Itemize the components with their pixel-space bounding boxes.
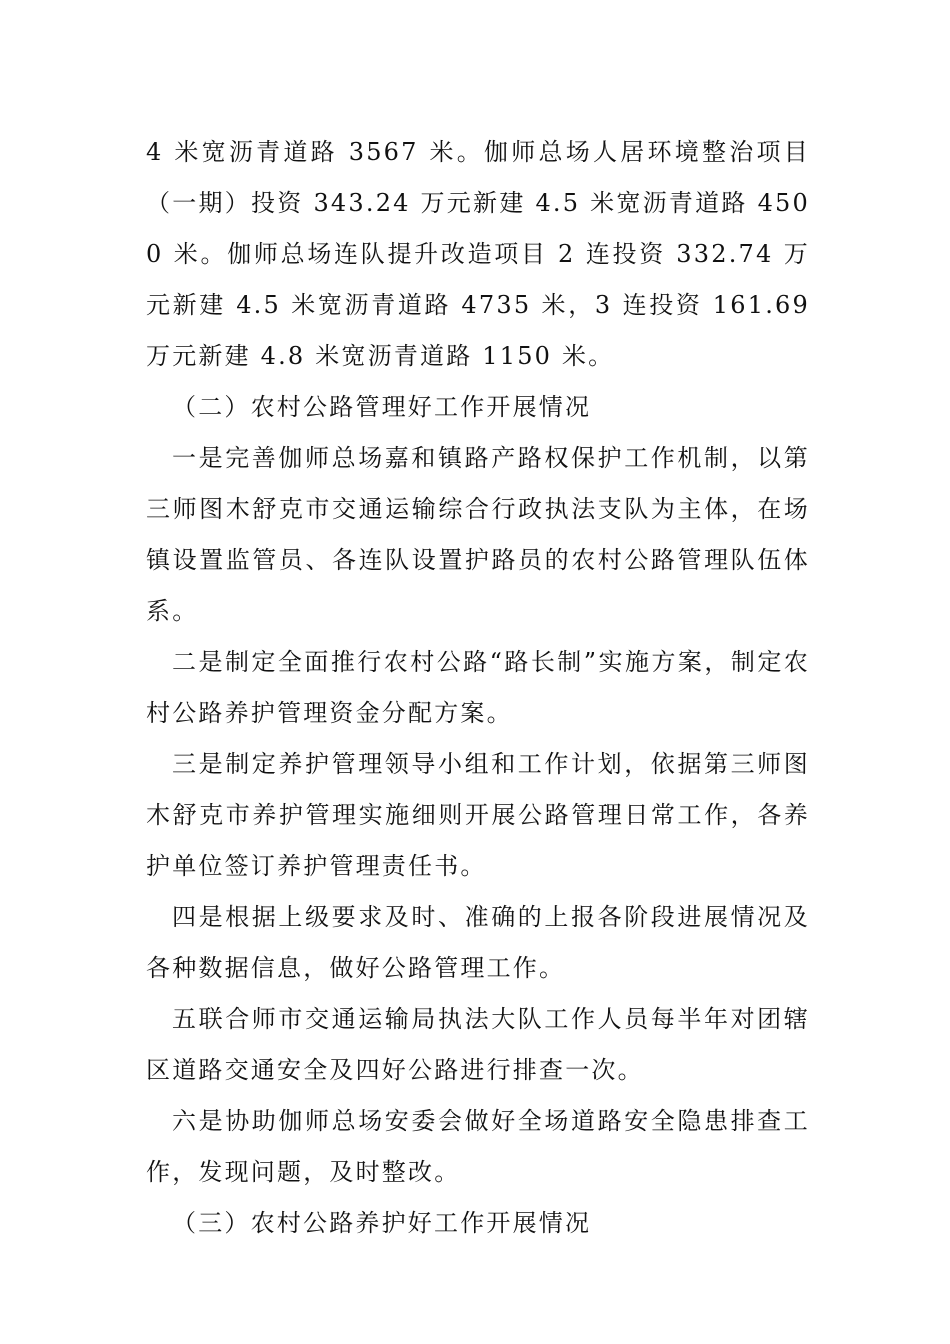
paragraph-road-investment: 4 米宽沥青道路 3567 米。伽师总场人居环境整治项目（一期）投资 343.24 万元新建 4.5 米宽沥青道路 4500 米。伽师总场连队提升改造项目 2 连投资 332.74 万元新建 4.5 米宽沥青道路 4735 米，3 连投资 161.69 万元新建 4.8 米宽沥青道路 1150 米。 xyxy=(146,138,810,370)
document-body xyxy=(146,127,810,1249)
paragraph-item-2: 二是制定全面推行农村公路“路长制”实施方案，制定农村公路养护管理资金分配方案。 xyxy=(146,648,810,727)
section-heading-maintenance: （三）农村公路养护好工作开展情况 xyxy=(172,1209,592,1237)
paragraph-item-1: 一是完善伽师总场嘉和镇路产路权保护工作机制，以第三师图木舒克市交通运输综合行政执法支队为主体，在场镇设置监管员、各连队设置护路员的农村公路管理队伍体系。 xyxy=(146,444,810,625)
paragraph-item-6: 六是协助伽师总场安委会做好全场道路安全隐患排查工作，发现问题，及时整改。 xyxy=(146,1107,810,1186)
section-heading-management: （二）农村公路管理好工作开展情况 xyxy=(172,393,592,421)
paragraph-item-3: 三是制定养护管理领导小组和工作计划，依据第三师图木舒克市养护管理实施细则开展公路管理日常工作，各养护单位签订养护管理责任书。 xyxy=(146,750,810,880)
paragraph-item-5: 五联合师市交通运输局执法大队工作人员每半年对团辖区道路交通安全及四好公路进行排查一次。 xyxy=(146,1005,810,1084)
paragraph-item-4: 四是根据上级要求及时、准确的上报各阶段进展情况及各种数据信息，做好公路管理工作。 xyxy=(146,903,810,982)
